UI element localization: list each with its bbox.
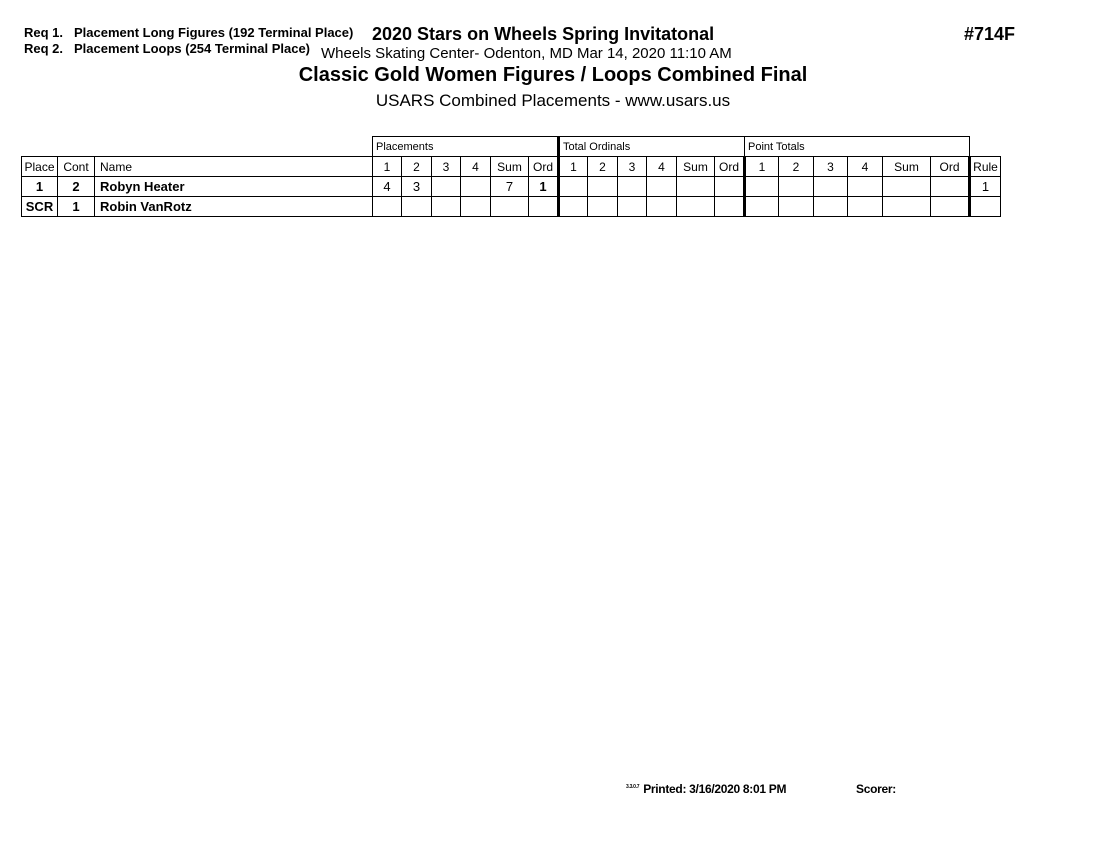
group-point-totals: Point Totals: [745, 137, 970, 157]
cell-place: SCR: [22, 197, 58, 217]
cell-points-sum: [883, 177, 931, 197]
cell-points-2: [779, 197, 814, 217]
header-placement-4: 4: [461, 157, 491, 177]
cell-ordinal-1: [559, 177, 588, 197]
cell-ordinal-ord: [715, 197, 745, 217]
header-ordinal-4: 4: [647, 157, 677, 177]
header-name: Name: [95, 157, 373, 177]
header-ordinal-ord: Ord: [715, 157, 745, 177]
cell-placement-sum: 7: [491, 177, 529, 197]
header-placement-3: 3: [432, 157, 461, 177]
requirement-1: [24, 25, 353, 40]
header-points-4: 4: [848, 157, 883, 177]
cell-placement-3: [432, 177, 461, 197]
cell-ordinal-4: [647, 197, 677, 217]
group-header-row: [22, 137, 1001, 157]
table-row: [22, 177, 1001, 197]
cell-points-3: [814, 197, 848, 217]
version-number: 3.3.0.7: [626, 784, 640, 790]
cell-ordinal-2: [588, 177, 618, 197]
column-header-row: [22, 157, 1001, 177]
scorer-label: Scorer:: [856, 782, 896, 796]
cell-points-ord: [931, 177, 970, 197]
cell-points-1: [745, 197, 779, 217]
cell-ordinal-1: [559, 197, 588, 217]
requirement-text: Placement Loops (254 Terminal Place): [74, 41, 311, 56]
subtitle: USARS Combined Placements - www.usars.us: [375, 91, 731, 110]
cell-points-3: [814, 177, 848, 197]
cell-ordinal-4: [647, 177, 677, 197]
header-ordinal-sum: Sum: [677, 157, 715, 177]
table-row: [22, 197, 1001, 217]
header-place: Place: [22, 157, 58, 177]
header-placement-ord: Ord: [529, 157, 559, 177]
header-placement-1: 1: [373, 157, 402, 177]
cell-ordinal-3: [618, 177, 647, 197]
cell-cont: 1: [58, 197, 95, 217]
cell-points-4: [848, 197, 883, 217]
group-total-ordinals: Total Ordinals: [559, 137, 745, 157]
cell-placement-4: [461, 197, 491, 217]
header-points-1: 1: [745, 157, 779, 177]
results-table: [21, 136, 1001, 217]
cell-ordinal-3: [618, 197, 647, 217]
printed-timestamp: Printed: 3/16/2020 8:01 PM: [643, 782, 787, 796]
header-cont: Cont: [58, 157, 95, 177]
event-title: 2020 Stars on Wheels Spring Invitatonal: [372, 24, 715, 44]
cell-ordinal-sum: [677, 197, 715, 217]
venue-line: Wheels Skating Center- Odenton, MD Mar 14, 2020 11:10 AM: [321, 45, 732, 62]
event-number: #714F: [964, 24, 1016, 44]
header-points-3: 3: [814, 157, 848, 177]
cell-placement-1: [373, 197, 402, 217]
cell-ordinal-ord: [715, 177, 745, 197]
cell-points-ord: [931, 197, 970, 217]
header-ordinal-2: 2: [588, 157, 618, 177]
header-placement-2: 2: [402, 157, 432, 177]
competition-title: Classic Gold Women Figures / Loops Combined Final: [298, 64, 808, 86]
cell-placement-4: [461, 177, 491, 197]
printed-line: [626, 782, 786, 796]
cell-placement-ord: [529, 197, 559, 217]
cell-name: Robyn Heater: [95, 177, 373, 197]
cell-placement-3: [432, 197, 461, 217]
header-ordinal-3: 3: [618, 157, 647, 177]
cell-rule: 1: [970, 177, 1001, 197]
header-ordinal-1: 1: [559, 157, 588, 177]
requirement-label: Req 1.: [24, 25, 64, 40]
cell-placement-2: 3: [402, 177, 432, 197]
cell-name: Robin VanRotz: [95, 197, 373, 217]
header-points-sum: Sum: [883, 157, 931, 177]
requirement-2: [24, 41, 310, 56]
requirement-label: Req 2.: [24, 41, 64, 56]
cell-place: 1: [22, 177, 58, 197]
header-placement-sum: Sum: [491, 157, 529, 177]
cell-placement-1: 4: [373, 177, 402, 197]
cell-points-2: [779, 177, 814, 197]
cell-placement-sum: [491, 197, 529, 217]
header-rule: Rule: [970, 157, 1001, 177]
cell-cont: 2: [58, 177, 95, 197]
group-placements: Placements: [373, 137, 559, 157]
cell-points-4: [848, 177, 883, 197]
cell-rule: [970, 197, 1001, 217]
header-points-ord: Ord: [931, 157, 970, 177]
cell-placement-ord: 1: [529, 177, 559, 197]
cell-ordinal-2: [588, 197, 618, 217]
cell-placement-2: [402, 197, 432, 217]
header-points-2: 2: [779, 157, 814, 177]
cell-ordinal-sum: [677, 177, 715, 197]
cell-points-1: [745, 177, 779, 197]
cell-points-sum: [883, 197, 931, 217]
requirement-text: Placement Long Figures (192 Terminal Place): [74, 25, 354, 40]
